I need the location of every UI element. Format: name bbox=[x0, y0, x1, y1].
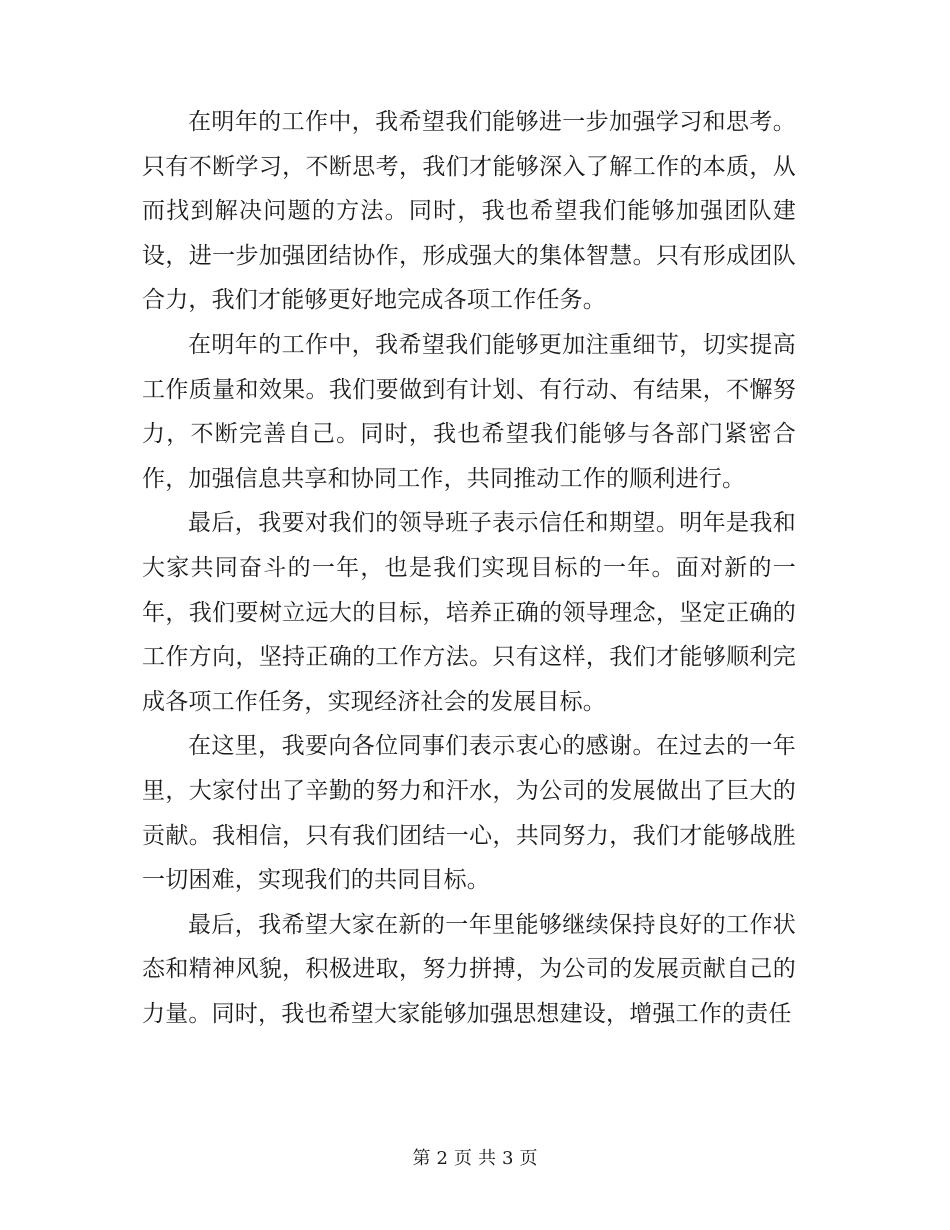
page-footer bbox=[0, 1147, 950, 1171]
paragraph-4: 在这里，我要向各位同事们表示衷心的感谢。在过去的一年里，大家付出了辛勤的努力和汗水，为公司的发展做出了巨大的贡献。我相信，只有我们团结一心，共同努力，我们才能够战胜一切困难，实现我们的共同目标。 bbox=[142, 733, 796, 894]
document-body bbox=[142, 100, 796, 1036]
footer-ye: 页 bbox=[454, 1148, 472, 1169]
footer-ye-2: 页 bbox=[519, 1148, 538, 1169]
footer-total-pages: 3 bbox=[502, 1148, 514, 1169]
paragraph-3: 最后，我要对我们的领导班子表示信任和期望。明年是我和大家共同奋斗的一年，也是我们实现目标的一年。面对新的一年，我们要树立远大的目标，培养正确的领导理念，坚定正确的工作方向，坚持正确的工作方法。只有这样，我们才能够顺利完成各项工作任务，实现经济社会的发展目标。 bbox=[142, 510, 796, 715]
footer-page-number: 2 bbox=[436, 1148, 448, 1169]
paragraph-1: 在明年的工作中，我希望我们能够进一步加强学习和思考。只有不断学习，不断思考，我们才能够深入了解工作的本质，从而找到解决问题的方法。同时，我也希望我们能够加强团队建设，进一步加强团结协作，形成强大的集体智慧。只有形成团队合力，我们才能够更好地完成各项工作任务。 bbox=[142, 109, 796, 314]
footer-gong: 共 bbox=[478, 1148, 496, 1169]
paragraph-5: 最后，我希望大家在新的一年里能够继续保持良好的工作状态和精神风貌，积极进取，努力拼搏，为公司的发展贡献自己的力量。同时，我也希望大家能够加强思想建设，增强工作的责任 bbox=[142, 911, 796, 1027]
paragraph-2: 在明年的工作中，我希望我们能够更加注重细节，切实提高工作质量和效果。我们要做到有计划、有行动、有结果，不懈努力，不断完善自己。同时，我也希望我们能够与各部门紧密合作，加强信息共享和协同工作，共同推动工作的顺利进行。 bbox=[142, 331, 796, 492]
footer-di: 第 bbox=[412, 1148, 431, 1169]
